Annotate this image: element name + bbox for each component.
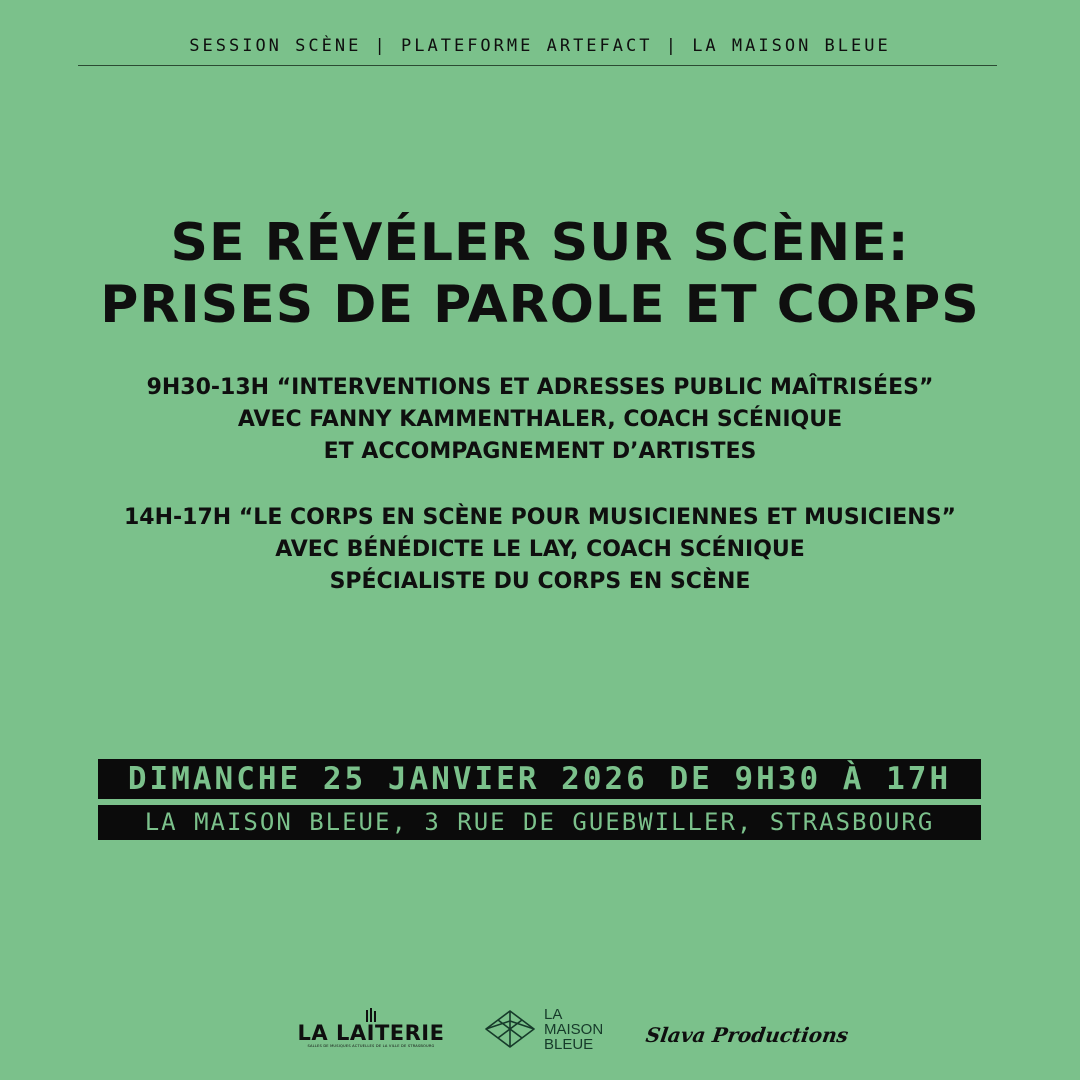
session-afternoon-title: 14H-17H “LE CORPS EN SCÈNE POUR MUSICIENNES ET MUSICIENS” [124, 505, 956, 530]
poster-title [0, 212, 1080, 336]
session-morning-speaker: AVEC FANNY KAMMENTHALER, COACH SCÉNIQUE [237, 407, 843, 432]
slava-productions-logo: Slava Productions [644, 1023, 850, 1047]
event-date: DIMANCHE 25 JANVIER 2026 DE 9H30 À 17H [98, 759, 981, 799]
event-venue: LA MAISON BLEUE, 3 RUE DE GUEBWILLER, STRASBOURG [98, 805, 981, 840]
laiterie-logo [292, 1008, 450, 1058]
session-afternoon-role: SPÉCIALISTE DU CORPS EN SCÈNE [329, 569, 751, 594]
maison-bleue-line-1: LA [544, 1006, 563, 1023]
maison-bleue-line-2: MAISON [544, 1021, 604, 1038]
laiterie-bottles-icon [365, 1008, 377, 1022]
laiterie-tagline: SALLES DE MUSIQUES ACTUELLES DE LA VILLE DE STRASBOURG [307, 1044, 435, 1048]
title-line-2: PRISES DE PAROLE ET CORPS [100, 275, 980, 335]
session-morning-role: ET ACCOMPAGNEMENT D’ARTISTES [323, 439, 757, 464]
header-tagline: SESSION SCÈNE | PLATEFORME ARTEFACT | LA MAISON BLEUE [189, 36, 891, 56]
header-divider [78, 65, 997, 66]
session-morning [0, 372, 1080, 468]
maison-bleue-cube-icon [484, 1009, 536, 1049]
session-afternoon-speaker: AVEC BÉNÉDICTE LE LAY, COACH SCÉNIQUE [275, 537, 805, 562]
title-line-1: SE RÉVÉLER SUR SCÈNE: [170, 213, 910, 273]
maison-bleue-logo [484, 1007, 619, 1055]
session-morning-title: 9H30-13H “INTERVENTIONS ET ADRESSES PUBLIC MAÎTRISÉES” [146, 375, 934, 400]
laiterie-name: LA LAITERIE [297, 1021, 445, 1045]
session-afternoon [0, 502, 1080, 598]
maison-bleue-line-3: BLEUE [544, 1036, 594, 1053]
